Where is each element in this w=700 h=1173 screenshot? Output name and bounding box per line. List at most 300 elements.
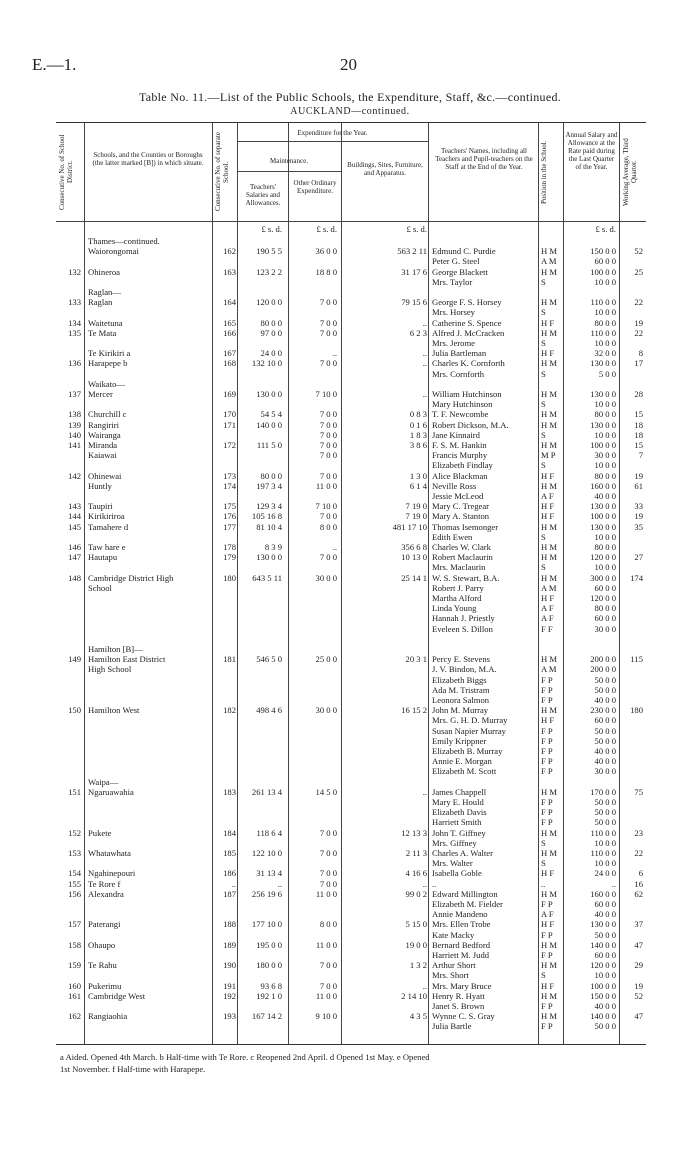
position-cell: S bbox=[541, 399, 546, 410]
salary-cell: 60 0 0 bbox=[594, 899, 616, 909]
position-cell: F P bbox=[541, 929, 553, 940]
buildings-cell: 19 0 0 bbox=[405, 939, 427, 950]
other-expenditure-cell: 7 0 0 bbox=[319, 327, 337, 338]
position-cell: F P bbox=[541, 746, 553, 756]
teacher-name: Edith Ewen bbox=[432, 531, 473, 542]
attendance-cell: 28 bbox=[634, 389, 643, 399]
salary-cell: 10 0 0 bbox=[594, 858, 616, 869]
position-cell: H F bbox=[541, 470, 555, 481]
attendance-cell: 33 bbox=[634, 501, 643, 512]
school-name: Taupiri bbox=[88, 501, 113, 512]
district-no: 152 bbox=[68, 827, 81, 838]
other-expenditure-cell: .. bbox=[332, 348, 337, 359]
position-cell: S bbox=[541, 368, 546, 379]
attendance-cell: 61 bbox=[634, 480, 643, 491]
school-name: Te Rahu bbox=[88, 960, 117, 971]
salary-cell: 30 0 0 bbox=[594, 450, 616, 461]
attendance-cell: 19 bbox=[634, 317, 643, 328]
teacher-name: Charles W. Clark bbox=[432, 542, 491, 552]
position-cell: F F bbox=[541, 623, 553, 634]
salary-cell: 50 0 0 bbox=[594, 807, 616, 818]
school-name: Whatawhata bbox=[88, 848, 131, 858]
school-no: 169 bbox=[223, 389, 236, 399]
other-expenditure-cell: 11 0 0 bbox=[315, 990, 337, 1001]
school-no: 185 bbox=[223, 848, 236, 858]
currency-units: £ s. d. bbox=[261, 224, 282, 234]
attendance-cell: 22 bbox=[634, 848, 643, 858]
buildings-cell: 5 15 0 bbox=[405, 919, 427, 930]
attendance-cell: 52 bbox=[634, 990, 643, 1001]
school-name: Hamilton East District bbox=[88, 654, 166, 665]
position-cell: H M bbox=[541, 1011, 557, 1022]
attendance-cell: 47 bbox=[634, 1011, 643, 1022]
buildings-cell: 99 0 2 bbox=[405, 888, 427, 899]
school-name: Kirikiriroa bbox=[88, 511, 125, 522]
position-cell: H M bbox=[541, 409, 557, 420]
salaries-cell: 180 0 0 bbox=[256, 960, 282, 971]
salary-cell: 60 0 0 bbox=[594, 613, 616, 624]
district-no: 154 bbox=[68, 868, 81, 879]
teacher-name: Mrs. Maclaurin bbox=[432, 562, 486, 573]
header-rule bbox=[237, 141, 428, 142]
buildings-cell: 4 16 6 bbox=[405, 868, 427, 879]
district-no: 156 bbox=[68, 888, 81, 899]
school-name: Ohaupo bbox=[88, 939, 116, 950]
school-name: Mercer bbox=[88, 389, 113, 399]
salaries-cell: 81 10 4 bbox=[256, 521, 282, 532]
teacher-name: Elizabeth M. Scott bbox=[432, 766, 497, 777]
teacher-name: Thomas Isemonger bbox=[432, 521, 499, 532]
school-name: Waiorongomai bbox=[88, 246, 139, 257]
other-expenditure-cell: 7 0 0 bbox=[319, 848, 337, 858]
buildings-cell: 356 6 8 bbox=[401, 542, 427, 552]
school-no: 171 bbox=[223, 419, 236, 430]
salary-cell: 110 0 0 bbox=[590, 827, 616, 838]
position-cell: S bbox=[541, 531, 546, 542]
teacher-name: Ada M. Tristram bbox=[432, 684, 490, 695]
salaries-cell: 192 1 0 bbox=[256, 990, 282, 1001]
district-no: 161 bbox=[68, 990, 81, 1001]
page-number: 20 bbox=[340, 55, 357, 74]
school-no: 192 bbox=[223, 990, 236, 1001]
position-cell: A M bbox=[541, 664, 557, 675]
salaries-cell: 120 0 0 bbox=[256, 297, 282, 308]
salary-cell: 60 0 0 bbox=[594, 950, 616, 960]
school-name: Churchill c bbox=[88, 409, 127, 420]
teacher-name: Bernard Bedford bbox=[432, 939, 490, 950]
salary-cell: 80 0 0 bbox=[594, 542, 616, 552]
position-cell: A M bbox=[541, 582, 557, 593]
salaries-cell: 190 5 5 bbox=[256, 246, 282, 257]
salary-cell: 130 0 0 bbox=[590, 919, 616, 930]
teacher-name: Robert Maclaurin bbox=[432, 552, 493, 563]
school-name: Tamahere d bbox=[88, 521, 129, 532]
position-cell: S bbox=[541, 460, 546, 471]
teacher-name: Percy E. Stevens bbox=[432, 654, 490, 665]
salaries-cell: 129 3 4 bbox=[256, 501, 282, 512]
teacher-name: Neville Ross bbox=[432, 480, 477, 491]
salary-cell: 110 0 0 bbox=[590, 297, 616, 308]
school-no: 172 bbox=[223, 440, 236, 450]
salary-cell: 130 0 0 bbox=[590, 501, 616, 512]
buildings-cell: .. bbox=[422, 786, 427, 797]
other-expenditure-cell: 18 8 0 bbox=[315, 266, 337, 277]
salary-cell: 160 0 0 bbox=[590, 888, 616, 899]
teacher-name: Annie E. Morgan bbox=[432, 756, 492, 767]
salary-cell: 230 0 0 bbox=[590, 705, 616, 716]
salary-cell: 40 0 0 bbox=[594, 746, 616, 756]
other-expenditure-cell: 8 0 0 bbox=[319, 521, 337, 532]
schools-table bbox=[56, 122, 646, 1045]
position-header: Position in the School. bbox=[540, 140, 548, 204]
salary-cell: 10 0 0 bbox=[594, 460, 616, 471]
other-expenditure-cell: 7 0 0 bbox=[319, 827, 337, 838]
teacher-name: Francis Murphy bbox=[432, 450, 488, 461]
buildings-cell: 7 19 0 bbox=[405, 501, 427, 512]
salary-cell: 40 0 0 bbox=[594, 491, 616, 501]
salary-cell: 160 0 0 bbox=[590, 480, 616, 491]
other-expenditure-cell: 7 0 0 bbox=[319, 409, 337, 420]
school-no: 187 bbox=[223, 888, 236, 899]
buildings-cell: 79 15 6 bbox=[401, 297, 427, 308]
salaries-cell: 177 10 0 bbox=[251, 919, 282, 930]
buildings-cell: 2 11 3 bbox=[405, 848, 427, 858]
position-cell: S bbox=[541, 338, 546, 348]
buildings-cell: 0 8 3 bbox=[409, 409, 427, 420]
salaries-cell: 118 6 4 bbox=[256, 827, 282, 838]
position-cell: A F bbox=[541, 491, 554, 501]
other-expenditure-cell: 11 0 0 bbox=[315, 480, 337, 491]
school-name: Hautapu bbox=[88, 552, 118, 563]
salary-cell: 200 0 0 bbox=[590, 664, 616, 675]
teacher-name: Mrs. Mary Bruce bbox=[432, 980, 492, 991]
teacher-name: Charles A. Walter bbox=[432, 848, 493, 858]
teacher-name: F. S. M. Hankin bbox=[432, 440, 487, 450]
teacher-name: Jessie McLeod bbox=[432, 491, 484, 501]
teacher-name: John M. Murray bbox=[432, 705, 489, 716]
buildings-cell: 25 14 1 bbox=[401, 572, 427, 583]
salary-cell: 140 0 0 bbox=[590, 1011, 616, 1022]
school-no: 167 bbox=[223, 348, 236, 359]
teacher-name: Mary C. Tregear bbox=[432, 501, 490, 512]
other-expenditure-cell: 7 0 0 bbox=[319, 552, 337, 563]
teacher-name: Charles K. Cornforth bbox=[432, 358, 505, 369]
salary-cell: 50 0 0 bbox=[594, 674, 616, 685]
buildings-cell: 7 19 0 bbox=[405, 511, 427, 522]
district-no: 146 bbox=[68, 542, 81, 552]
expenditure-header: Expenditure for the Year. bbox=[297, 129, 368, 137]
salary-cell: 120 0 0 bbox=[590, 593, 616, 603]
position-cell: H F bbox=[541, 715, 555, 726]
school-no: 175 bbox=[223, 501, 236, 512]
salary-cell: 50 0 0 bbox=[594, 1021, 616, 1032]
position-cell: H M bbox=[541, 521, 557, 532]
school-name: Taw hare e bbox=[88, 542, 126, 552]
position-cell: F P bbox=[541, 817, 553, 828]
salaries-cell: 24 0 0 bbox=[260, 348, 282, 359]
salaries-cell: 643 5 11 bbox=[252, 572, 282, 583]
school-name: Rangiriri bbox=[88, 419, 120, 430]
salary-cell: 50 0 0 bbox=[594, 797, 616, 807]
district-no: 134 bbox=[68, 317, 81, 328]
other-expenditure-header: Other Ordinary Expenditure. bbox=[293, 179, 337, 195]
attendance-cell: 62 bbox=[634, 888, 643, 899]
teacher-name: Leonora Salmon bbox=[432, 695, 490, 705]
school-no-header: Consecutive No. of separate School. bbox=[214, 132, 230, 212]
position-cell: F P bbox=[541, 1021, 553, 1032]
salaries-cell: 130 0 0 bbox=[256, 552, 282, 563]
district-no: 150 bbox=[68, 705, 81, 716]
position-cell: F P bbox=[541, 1001, 553, 1011]
school-no: 176 bbox=[223, 511, 236, 522]
header-rule bbox=[56, 221, 646, 222]
position-cell: .. bbox=[541, 878, 546, 889]
attendance-cell: 6 bbox=[638, 868, 643, 879]
attendance-cell: 23 bbox=[634, 827, 643, 838]
position-cell: A F bbox=[541, 613, 554, 624]
salary-cell: 100 0 0 bbox=[590, 266, 616, 277]
buildings-cell: 4 3 5 bbox=[409, 1011, 427, 1022]
school-name: Te Kirikiri a bbox=[88, 348, 131, 359]
position-cell: F P bbox=[541, 797, 553, 807]
salary-cell: 100 0 0 bbox=[590, 511, 616, 522]
position-cell: H M bbox=[541, 552, 557, 563]
district-no: 139 bbox=[68, 419, 81, 430]
position-cell: A M bbox=[541, 256, 557, 267]
teacher-name: Elizabeth Davis bbox=[432, 807, 487, 818]
attendance-cell: 19 bbox=[634, 470, 643, 481]
buildings-cell: 16 15 2 bbox=[401, 705, 427, 716]
other-expenditure-cell: 7 0 0 bbox=[319, 297, 337, 308]
teacher-name: Mrs. Walter bbox=[432, 858, 473, 869]
buildings-cell: 3 8 6 bbox=[409, 440, 427, 450]
teacher-name: Catherine S. Spence bbox=[432, 317, 502, 328]
district-no: 145 bbox=[68, 521, 81, 532]
footnotes bbox=[60, 1051, 660, 1075]
teacher-name: Martha Alford bbox=[432, 593, 482, 603]
school-no: 178 bbox=[223, 542, 236, 552]
school-no: 180 bbox=[223, 572, 236, 583]
school-no: 165 bbox=[223, 317, 236, 328]
salary-cell: 60 0 0 bbox=[594, 582, 616, 593]
district-no: 138 bbox=[68, 409, 81, 420]
district-no: 158 bbox=[68, 939, 81, 950]
salaries-cell: 197 3 4 bbox=[256, 480, 282, 491]
salary-cell: 10 0 0 bbox=[594, 338, 616, 348]
salaries-cell: 122 10 0 bbox=[251, 848, 282, 858]
schools-header: Schools, and the Counties or Boroughs (the latter marked [B]) in which situate. bbox=[92, 151, 204, 167]
position-cell: H F bbox=[541, 317, 555, 328]
salaries-cell: 132 10 0 bbox=[251, 358, 282, 369]
teacher-name: Robert Dickson, M.A. bbox=[432, 419, 509, 430]
other-expenditure-cell: 7 0 0 bbox=[319, 980, 337, 991]
school-no: .. bbox=[231, 878, 236, 889]
teacher-name: George F. S. Horsey bbox=[432, 297, 502, 308]
other-expenditure-cell: 7 0 0 bbox=[319, 419, 337, 430]
teacher-name: Harriett M. Judd bbox=[432, 950, 490, 960]
salary-cell: 200 0 0 bbox=[590, 654, 616, 665]
salary-cell: 10 0 0 bbox=[594, 307, 616, 318]
school-no: 179 bbox=[223, 552, 236, 563]
school-no: 168 bbox=[223, 358, 236, 369]
position-cell: H M bbox=[541, 654, 557, 665]
salary-cell: 120 0 0 bbox=[590, 552, 616, 563]
other-expenditure-cell: 14 5 0 bbox=[315, 786, 337, 797]
currency-units-row bbox=[56, 223, 646, 235]
teachers-header: Teachers' Names, including all Teachers and Pupil-teachers on the Staff at the End of the Year. bbox=[435, 147, 533, 171]
teacher-name: Edward Millington bbox=[432, 888, 498, 899]
school-name: Te Mata bbox=[88, 327, 117, 338]
salary-header: Annual Salary and Allowance at the Rate paid during the Last Quarter of the Year. bbox=[565, 131, 618, 171]
district-no: 148 bbox=[68, 572, 81, 583]
salaries-cell: 140 0 0 bbox=[256, 419, 282, 430]
district-no: 157 bbox=[68, 919, 81, 930]
salary-cell: 30 0 0 bbox=[594, 623, 616, 634]
attendance-cell: 174 bbox=[630, 572, 643, 583]
other-expenditure-cell: 9 10 0 bbox=[315, 1011, 337, 1022]
position-cell: S bbox=[541, 837, 546, 848]
teacher-name: John T. Giffney bbox=[432, 827, 486, 838]
buildings-cell: .. bbox=[422, 980, 427, 991]
salary-cell: 150 0 0 bbox=[590, 990, 616, 1001]
teacher-name: Mrs. Jerome bbox=[432, 338, 475, 348]
school-name: School bbox=[88, 582, 112, 593]
other-expenditure-cell: 7 0 0 bbox=[319, 358, 337, 369]
attendance-cell: 7 bbox=[638, 450, 643, 461]
salary-cell: 170 0 0 bbox=[590, 786, 616, 797]
salary-cell: 100 0 0 bbox=[590, 980, 616, 991]
teacher-name: James Chappell bbox=[432, 786, 487, 797]
position-cell: H M bbox=[541, 939, 557, 950]
teacher-name: .. bbox=[432, 878, 437, 889]
attendance-cell: 115 bbox=[630, 654, 643, 665]
position-cell: H M bbox=[541, 705, 557, 716]
salaries-cell: 123 2 2 bbox=[256, 266, 282, 277]
school-name: Raglan bbox=[88, 297, 113, 308]
teacher-name: Mary Hutchinson bbox=[432, 399, 493, 410]
position-cell: H M bbox=[541, 542, 557, 552]
other-expenditure-cell: 8 0 0 bbox=[319, 919, 337, 930]
salary-cell: 5 0 0 bbox=[598, 368, 616, 379]
teacher-name: Mary E. Hould bbox=[432, 797, 484, 807]
salary-cell: 50 0 0 bbox=[594, 684, 616, 695]
salary-cell: 120 0 0 bbox=[590, 960, 616, 971]
teacher-name: Janet S. Brown bbox=[432, 1001, 485, 1011]
position-cell: H M bbox=[541, 246, 557, 257]
district-no: 133 bbox=[68, 297, 81, 308]
school-name: Miranda bbox=[88, 440, 118, 450]
teacher-name: Linda Young bbox=[432, 603, 477, 614]
page-reference: E.—1. bbox=[32, 55, 77, 74]
salary-cell: 130 0 0 bbox=[590, 358, 616, 369]
school-no: 189 bbox=[223, 939, 236, 950]
other-expenditure-cell: 30 0 0 bbox=[315, 705, 337, 716]
school-no: 164 bbox=[223, 297, 236, 308]
position-cell: F P bbox=[541, 684, 553, 695]
teacher-name: W. S. Stewart, B.A. bbox=[432, 572, 500, 583]
school-name: Te Rore f bbox=[88, 878, 121, 889]
teacher-name: Eveleen S. Dillon bbox=[432, 623, 493, 634]
school-name: Harapepe b bbox=[88, 358, 128, 369]
position-cell: H M bbox=[541, 990, 557, 1001]
school-name: Ngaruawahia bbox=[88, 786, 134, 797]
salary-cell: 60 0 0 bbox=[594, 256, 616, 267]
buildings-cell: 12 13 3 bbox=[401, 827, 427, 838]
school-no: 193 bbox=[223, 1011, 236, 1022]
buildings-cell: .. bbox=[422, 317, 427, 328]
district-no: 153 bbox=[68, 848, 81, 858]
attendance-cell: 22 bbox=[634, 297, 643, 308]
position-cell: H F bbox=[541, 593, 555, 603]
salary-cell: 40 0 0 bbox=[594, 756, 616, 767]
position-cell: H M bbox=[541, 786, 557, 797]
teacher-name: Jane Kinnaird bbox=[432, 429, 480, 440]
school-name: Cambridge West bbox=[88, 990, 146, 1001]
salary-cell: 110 0 0 bbox=[590, 848, 616, 858]
attendance-cell: 37 bbox=[634, 919, 643, 930]
salary-cell: 80 0 0 bbox=[594, 317, 616, 328]
teacher-name: Peter G. Steel bbox=[432, 256, 480, 267]
school-name: Alexandra bbox=[88, 888, 124, 899]
buildings-cell: 0 1 6 bbox=[409, 419, 427, 430]
school-no: 190 bbox=[223, 960, 236, 971]
position-cell: H M bbox=[541, 827, 557, 838]
school-no: 191 bbox=[223, 980, 236, 991]
teacher-name: Mrs. Horsey bbox=[432, 307, 475, 318]
position-cell: H M bbox=[541, 888, 557, 899]
position-cell: H M bbox=[541, 848, 557, 858]
other-expenditure-cell: 7 0 0 bbox=[319, 440, 337, 450]
position-cell: H F bbox=[541, 511, 555, 522]
district-no: 132 bbox=[68, 266, 81, 277]
position-cell: H F bbox=[541, 868, 555, 879]
position-cell: F P bbox=[541, 725, 553, 736]
position-cell: H M bbox=[541, 960, 557, 971]
salary-cell: 10 0 0 bbox=[594, 399, 616, 410]
district-no: 151 bbox=[68, 786, 81, 797]
other-expenditure-cell: 36 0 0 bbox=[315, 246, 337, 257]
buildings-cell: .. bbox=[422, 348, 427, 359]
salaries-cell: 111 5 0 bbox=[256, 440, 282, 450]
position-cell: S bbox=[541, 276, 546, 287]
salary-cell: 80 0 0 bbox=[594, 603, 616, 614]
teacher-name: Mrs. Short bbox=[432, 970, 469, 981]
district-no: 155 bbox=[68, 878, 81, 889]
school-no: 162 bbox=[223, 246, 236, 257]
other-expenditure-cell: 7 0 0 bbox=[319, 470, 337, 481]
teacher-name: Mrs. G. H. D. Murray bbox=[432, 715, 508, 726]
school-no: 182 bbox=[223, 705, 236, 716]
teacher-name: Wynne C. S. Gray bbox=[432, 1011, 495, 1022]
teacher-name: Emily Krippner bbox=[432, 735, 487, 746]
salaries-cell: 167 14 2 bbox=[251, 1011, 282, 1022]
buildings-cell: 31 17 6 bbox=[401, 266, 427, 277]
teacher-name: Mrs. Taylor bbox=[432, 276, 473, 287]
school-name: Ohineroa bbox=[88, 266, 120, 277]
teacher-name: Kate Macky bbox=[432, 929, 475, 940]
teacher-name: Julia Bartleman bbox=[432, 348, 487, 359]
teacher-name: George Blackett bbox=[432, 266, 488, 277]
district-no: 137 bbox=[68, 389, 81, 399]
teacher-name: Alfred J. McCracken bbox=[432, 327, 505, 338]
district-no: 140 bbox=[68, 429, 81, 440]
school-no: 184 bbox=[223, 827, 236, 838]
salary-cell: 130 0 0 bbox=[590, 389, 616, 399]
salary-cell: 10 0 0 bbox=[594, 276, 616, 287]
position-cell: S bbox=[541, 307, 546, 318]
salaries-cell: 195 0 0 bbox=[256, 939, 282, 950]
school-name: Waikato— bbox=[88, 378, 126, 389]
